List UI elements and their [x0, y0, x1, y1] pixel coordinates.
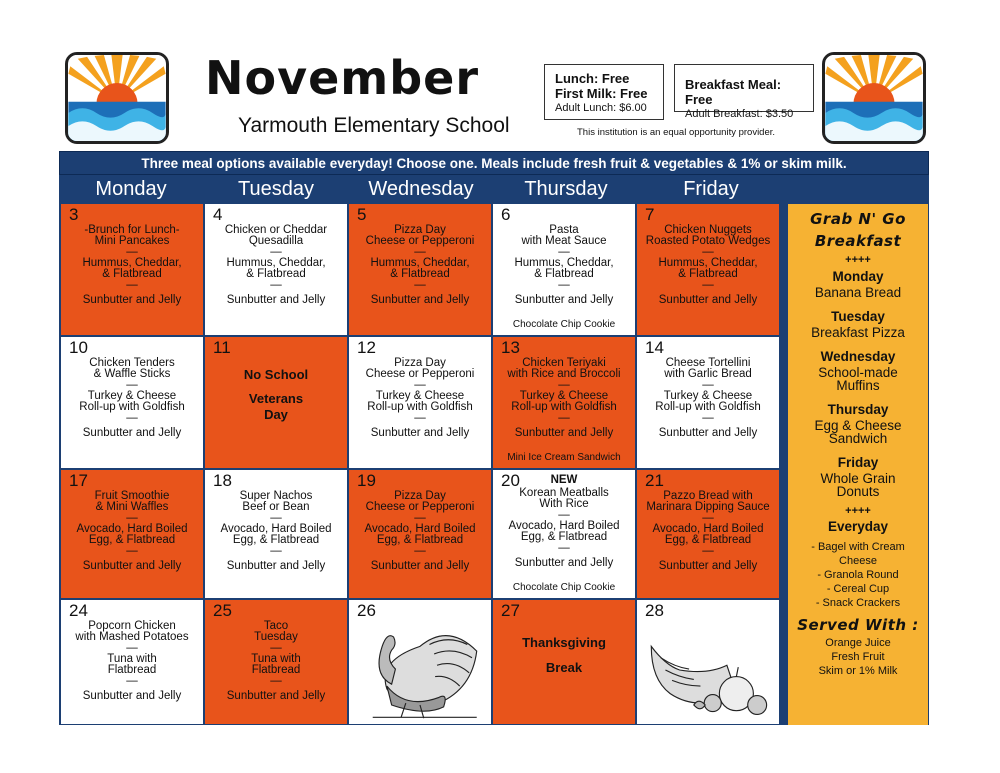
date-number: 27	[501, 601, 520, 620]
menu-line: Roasted Potato Wedges	[645, 235, 771, 247]
menu-divider: —	[270, 512, 282, 524]
menu-divider: —	[270, 642, 282, 654]
menu-line: Sunbutter and Jelly	[226, 690, 326, 702]
day-header-friday: Friday	[683, 178, 739, 200]
day-header-wednesday: Wednesday	[368, 178, 474, 200]
menu-line: Avocado, Hard Boiled	[220, 523, 332, 535]
menu-divider: —	[558, 246, 570, 258]
closure-text: Veterans	[248, 391, 304, 406]
menu-line: Marinara Dipping Sauce	[646, 501, 770, 513]
date-number: 20	[501, 471, 520, 490]
served-item: Orange Juice	[825, 637, 891, 649]
menu-line: Mini Pancakes	[94, 235, 170, 247]
grab-item: Whole Grain Donuts	[820, 471, 896, 499]
menu-line: Cheese Tortellini	[665, 357, 751, 369]
menu-line: Sunbutter and Jelly	[658, 560, 758, 572]
breakfast-price-box	[674, 64, 814, 120]
date-number: 19	[357, 471, 376, 490]
menu-line: Flatbread	[107, 664, 157, 676]
date-number: 24	[69, 601, 88, 620]
dessert-note: Chocolate Chip Cookie	[512, 319, 616, 330]
menu-line: & Flatbread	[678, 268, 738, 280]
menu-divider: —	[414, 379, 426, 391]
closure-text: No School	[243, 367, 309, 382]
menu-line: Roll-up with Goldfish	[655, 401, 761, 413]
menu-line: & Waffle Sticks	[93, 368, 171, 380]
date-number: 26	[357, 601, 376, 620]
menu-line: Roll-up with Goldfish	[367, 401, 473, 413]
menu-line: Tuna with	[251, 653, 301, 665]
date-number: 28	[645, 601, 664, 620]
day-cell-4	[205, 204, 347, 335]
menu-line: Sunbutter and Jelly	[370, 427, 470, 439]
menu-divider: —	[414, 246, 426, 258]
menu-line: Sunbutter and Jelly	[514, 557, 614, 569]
grab-day: Wednesday	[820, 349, 896, 364]
menu-line: Egg, & Flatbread	[520, 531, 608, 543]
menu-line: Hummus, Cheddar,	[370, 257, 470, 269]
menu-divider: —	[558, 542, 570, 554]
menu-line: Avocado, Hard Boiled	[508, 520, 620, 532]
day-cell-3	[61, 204, 203, 335]
menu-line: Hummus, Cheddar,	[514, 257, 614, 269]
date-number: 13	[501, 338, 520, 357]
menu-line: Hummus, Cheddar,	[226, 257, 326, 269]
menu-items	[349, 225, 491, 306]
day-cell-14	[637, 337, 779, 468]
day-cell-7	[637, 204, 779, 335]
month-title: November	[205, 51, 480, 105]
menu-items	[493, 488, 635, 569]
menu-divider: —	[414, 545, 426, 557]
meal-options-banner: Three meal options available everyday! Choose one. Meals include fresh fruit & vegetables & 1% or skim milk.	[59, 151, 929, 175]
sunrise-wave-icon	[825, 55, 923, 141]
day-cell-13	[493, 337, 635, 468]
menu-line: Turkey & Cheese	[663, 390, 753, 402]
menu-line: Cheese or Pepperoni	[365, 235, 475, 247]
menu-items	[205, 491, 347, 572]
everyday-label: Everyday	[827, 519, 889, 534]
menu-line: Sunbutter and Jelly	[82, 560, 182, 572]
closure-text: Thanksgiving	[522, 635, 606, 650]
school-logo-left	[65, 52, 169, 144]
menu-line: Avocado, Hard Boiled	[364, 523, 476, 535]
menu-line: Chicken Tenders	[89, 357, 175, 369]
adult-lunch-price: Adult Lunch: $6.00	[555, 102, 647, 114]
menu-line: Avocado, Hard Boiled	[76, 523, 188, 535]
everyday-item: - Snack Crackers	[815, 597, 901, 609]
cornucopia-illustration-icon	[640, 618, 776, 722]
menu-line: & Flatbread	[534, 268, 594, 280]
date-number: 11	[213, 338, 231, 357]
menu-items	[637, 225, 779, 306]
menu-line: Taco	[263, 620, 289, 632]
everyday-item: - Bagel with Cream	[811, 541, 905, 553]
menu-line: Turkey & Cheese	[87, 390, 177, 402]
menu-items	[61, 621, 203, 702]
menu-line: Cheese or Pepperoni	[365, 501, 475, 513]
menu-line: Hummus, Cheddar,	[82, 257, 182, 269]
menu-divider: —	[270, 545, 282, 557]
menu-line: Quesadilla	[248, 235, 304, 247]
menu-divider: —	[126, 246, 138, 258]
closure-text: Day	[264, 407, 288, 422]
menu-line: Turkey & Cheese	[375, 390, 465, 402]
day-cell-20	[493, 470, 635, 598]
lunch-price: Lunch: Free	[555, 71, 630, 86]
menu-line: Sunbutter and Jelly	[658, 294, 758, 306]
everyday-item: - Cereal Cup	[826, 583, 890, 595]
menu-divider: —	[270, 246, 282, 258]
menu-divider: —	[414, 412, 426, 424]
menu-line: Chicken Teriyaki	[522, 357, 606, 369]
school-name: Yarmouth Elementary School	[238, 114, 510, 137]
menu-line: Egg, & Flatbread	[664, 534, 752, 546]
day-cell-21	[637, 470, 779, 598]
day-cell-11	[205, 337, 347, 468]
menu-line: With Rice	[539, 498, 589, 510]
menu-line: Popcorn Chicken	[88, 620, 176, 632]
grab-item: Egg & Cheese Sandwich	[814, 418, 902, 446]
date-number: 7	[645, 205, 655, 224]
grab-day: Tuesday	[831, 309, 885, 324]
menu-line: Sunbutter and Jelly	[226, 294, 326, 306]
menu-line: with Rice and Broccoli	[507, 368, 621, 380]
menu-line: Sunbutter and Jelly	[370, 294, 470, 306]
menu-line: Hummus, Cheddar,	[658, 257, 758, 269]
menu-line: Tuesday	[254, 631, 298, 643]
menu-divider: —	[558, 379, 570, 391]
day-header-tuesday: Tuesday	[238, 178, 314, 200]
grab-item: Breakfast Pizza	[811, 325, 905, 340]
sunrise-wave-icon	[68, 55, 166, 141]
menu-line: Sunbutter and Jelly	[658, 427, 758, 439]
menu-line: Super Nachos	[239, 490, 313, 502]
menu-line: Cheese or Pepperoni	[365, 368, 475, 380]
menu-line: Korean Meatballs	[519, 487, 609, 499]
menu-divider: —	[702, 379, 714, 391]
menu-divider: —	[126, 512, 138, 524]
menu-divider: —	[414, 279, 426, 291]
menu-items	[61, 225, 203, 306]
menu-items	[349, 358, 491, 439]
day-cell-17	[61, 470, 203, 598]
grab-item: School-made Muffins	[818, 365, 898, 393]
menu-line: Beef or Bean	[242, 501, 310, 513]
date-number: 18	[213, 471, 232, 490]
day-cell-10	[61, 337, 203, 468]
closure-notice	[493, 630, 635, 680]
menu-line: Pasta	[549, 224, 579, 236]
first-milk-price: First Milk: Free	[555, 86, 648, 101]
served-item: Fresh Fruit	[831, 651, 885, 663]
day-cell-12	[349, 337, 491, 468]
menu-divider: —	[558, 412, 570, 424]
turkey-picture	[352, 618, 488, 724]
adult-breakfast-price: Adult Breakfast: $3.50	[685, 108, 794, 120]
date-number: 3	[69, 205, 79, 224]
menu-divider: —	[702, 512, 714, 524]
weekday-header	[59, 175, 929, 203]
date-number: 14	[645, 338, 664, 357]
menu-line: Roll-up with Goldfish	[79, 401, 185, 413]
menu-divider: —	[702, 246, 714, 258]
menu-divider: —	[126, 379, 138, 391]
lunch-price-box	[544, 64, 664, 120]
everyday-item: Cheese	[839, 555, 877, 567]
menu-divider: —	[126, 675, 138, 687]
menu-items	[61, 491, 203, 572]
menu-items	[493, 225, 635, 306]
cornucopia-picture	[640, 618, 776, 724]
menu-line: Turkey & Cheese	[519, 390, 609, 402]
menu-line: & Mini Waffles	[95, 501, 169, 513]
served-with-label: Served With :	[797, 616, 919, 634]
day-cell-27	[493, 600, 635, 724]
menu-line: Sunbutter and Jelly	[82, 427, 182, 439]
menu-line: & Flatbread	[102, 268, 162, 280]
served-item: Skim or 1% Milk	[818, 665, 898, 677]
day-cell-19	[349, 470, 491, 598]
dessert-note: Mini Ice Cream Sandwich	[507, 452, 621, 463]
menu-items	[637, 491, 779, 572]
grab-day: Thursday	[827, 402, 889, 417]
menu-items	[637, 358, 779, 439]
menu-line: Sunbutter and Jelly	[514, 427, 614, 439]
grab-title-line2: Breakfast	[814, 232, 902, 250]
menu-line: Egg, & Flatbread	[232, 534, 320, 546]
day-cell-5	[349, 204, 491, 335]
menu-line: -Brunch for Lunch-	[84, 224, 180, 236]
menu-items	[349, 491, 491, 572]
menu-line: Roll-up with Goldfish	[511, 401, 617, 413]
menu-line: Sunbutter and Jelly	[82, 294, 182, 306]
menu-line: with Garlic Bread	[664, 368, 752, 380]
menu-divider: —	[558, 279, 570, 291]
breakfast-price: Breakfast Meal: Free	[685, 77, 782, 107]
everyday-item: - Granola Round	[817, 569, 899, 581]
menu-line: Egg, & Flatbread	[376, 534, 464, 546]
day-cell-6	[493, 204, 635, 335]
menu-line: Pazzo Bread with	[663, 490, 753, 502]
day-cell-18	[205, 470, 347, 598]
menu-line: Pizza Day	[394, 490, 446, 502]
menu-divider: —	[558, 509, 570, 521]
date-number: 21	[645, 471, 664, 490]
date-number: 17	[69, 471, 88, 490]
menu-line: Sunbutter and Jelly	[226, 560, 326, 572]
closure-notice	[205, 367, 347, 423]
menu-line: Pizza Day	[394, 357, 446, 369]
menu-line: with Meat Sauce	[521, 235, 607, 247]
grab-day: Friday	[837, 455, 879, 470]
menu-divider: —	[126, 412, 138, 424]
menu-divider: —	[702, 279, 714, 291]
menu-line: & Flatbread	[246, 268, 306, 280]
dessert-note: Chocolate Chip Cookie	[512, 582, 616, 593]
turkey-illustration-icon	[352, 618, 488, 722]
menu-line: with Mashed Potatoes	[75, 631, 189, 643]
menu-divider: —	[126, 642, 138, 654]
menu-items	[205, 225, 347, 306]
day-cell-26	[349, 600, 491, 724]
menu-line: Chicken Nuggets	[664, 224, 752, 236]
menu-divider: —	[414, 512, 426, 524]
day-header-thursday: Thursday	[524, 178, 608, 200]
menu-line: Egg, & Flatbread	[88, 534, 176, 546]
menu-divider: —	[702, 412, 714, 424]
menu-line: Flatbread	[251, 664, 301, 676]
menu-line: Sunbutter and Jelly	[514, 294, 614, 306]
grab-item: Banana Bread	[814, 285, 902, 300]
day-cell-24	[61, 600, 203, 724]
grab-divider: ++++	[845, 505, 871, 517]
equal-opportunity-note: This institution is an equal opportunity provider.	[577, 127, 776, 138]
date-number: 10	[69, 338, 88, 357]
menu-items	[205, 621, 347, 702]
menu-divider: —	[126, 279, 138, 291]
menu-line: Tuna with	[107, 653, 157, 665]
grab-n-go-breakfast-panel	[788, 204, 928, 725]
day-cell-25	[205, 600, 347, 724]
grab-divider: ++++	[845, 254, 871, 266]
day-header-monday: Monday	[95, 178, 167, 200]
date-number: 12	[357, 338, 376, 357]
date-number: 25	[213, 601, 232, 620]
grab-day: Monday	[832, 269, 884, 284]
menu-line: Sunbutter and Jelly	[82, 690, 182, 702]
school-logo-right	[822, 52, 926, 144]
date-number: 6	[501, 205, 511, 224]
menu-line: Pizza Day	[394, 224, 446, 236]
date-number: 4	[213, 205, 223, 224]
new-badge: NEW	[550, 474, 578, 486]
menu-line: & Flatbread	[390, 268, 450, 280]
menu-divider: —	[126, 545, 138, 557]
menu-line: Sunbutter and Jelly	[370, 560, 470, 572]
menu-line: Chicken or Cheddar	[224, 224, 328, 236]
menu-items	[493, 358, 635, 439]
date-number: 5	[357, 205, 367, 224]
menu-line: Fruit Smoothie	[94, 490, 170, 502]
grab-title-line1: Grab N' Go	[810, 210, 906, 228]
menu-divider: —	[270, 675, 282, 687]
day-cell-28	[637, 600, 779, 724]
menu-divider: —	[702, 545, 714, 557]
menu-items	[61, 358, 203, 439]
menu-divider: —	[270, 279, 282, 291]
menu-line: Avocado, Hard Boiled	[652, 523, 764, 535]
closure-text: Break	[545, 660, 583, 675]
